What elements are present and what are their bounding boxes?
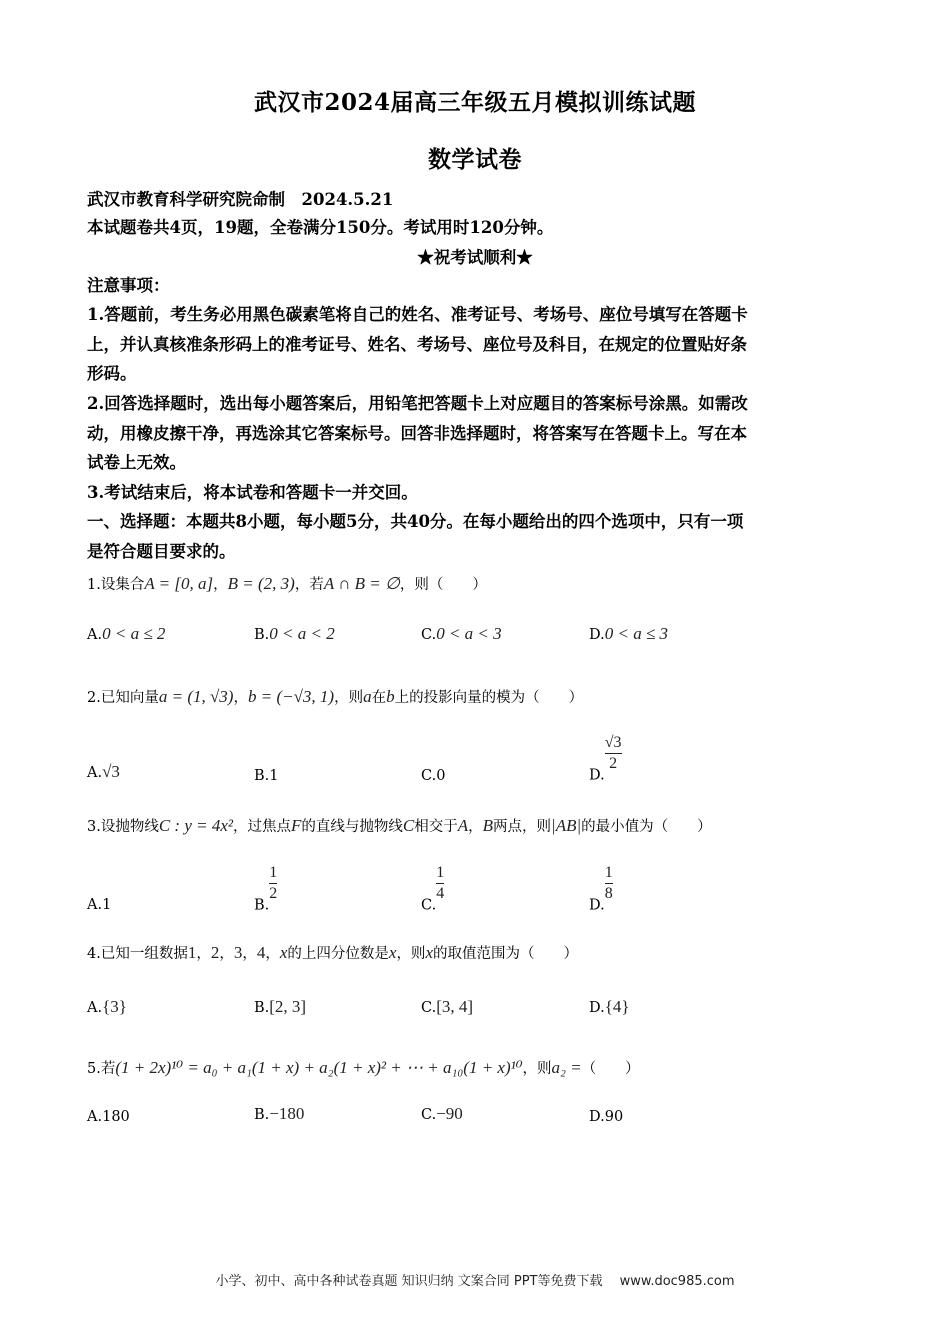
notes-heading: 注意事项： [87, 276, 170, 295]
question-5-option-a: A.180 [87, 1109, 130, 1125]
note-line: 形码。 [87, 364, 137, 383]
question-4-option-c: C.[3, 4] [421, 997, 474, 1016]
fraction: $\frac{1}{4}$ [436, 864, 445, 902]
blessing: ★祝考试顺利★ [417, 248, 533, 267]
question-5-stem: 5.若(1 + 2x)¹⁰ = a₀ + a₁(1 + x) + a₂(1 + x)² + ⋯ + a₁₀(1 + x)¹⁰，则a₂ =（ ） [87, 1058, 640, 1077]
question-3-option-a: A.1 [87, 897, 112, 913]
section-heading-cont: 是符合题目要求的。 [87, 542, 236, 561]
question-4-option-a: A.{3} [87, 997, 127, 1016]
question-5-option-b: B.−180 [254, 1104, 305, 1123]
question-1-option-d: D.0 < a ≤ 3 [589, 624, 669, 643]
fraction: $\frac{√3}{2}$ [604, 734, 622, 772]
section-heading: 一、选择题：本题共8小题，每小题5分，共40分。在每小题给出的四个选项中，只有一项 [87, 512, 744, 531]
question-2-option-a: A.√3 [87, 762, 120, 781]
question-4-stem: 4.已知一组数据1，2，3，4，x的上四分位数是x，则x的取值范围为（ ） [87, 943, 578, 962]
note-line: 上，并认真核准条形码上的准考证号、姓名、考场号、座位号及科目，在规定的位置贴好条 [87, 335, 747, 354]
question-3-option-d: D. $\frac{1}{8}$ [589, 864, 613, 914]
question-4-option-b: B.[2, 3] [254, 997, 307, 1016]
question-5-option-d: D.90 [589, 1109, 624, 1125]
note-line: 1.答题前，考生务必用黑色碳素笔将自己的姓名、准考证号、考场号、座位号填写在答题卡 [87, 305, 748, 324]
question-2-option-d: D. $\frac{√3}{2}$ [589, 734, 622, 784]
issuer-line: 武汉市教育科学研究院命制 2024.5.21 [87, 190, 394, 209]
note-line: 试卷上无效。 [87, 453, 186, 472]
note-line: 2.回答选择题时，选出每小题答案后，用铅笔把答题卡上对应题目的答案标号涂黑。如需改 [87, 394, 748, 413]
question-3-option-c: C. $\frac{1}{4}$ [421, 864, 445, 914]
exam-title: 武汉市2024届高三年级五月模拟训练试题 [253, 89, 696, 116]
question-3-option-b: B. $\frac{1}{2}$ [254, 864, 278, 914]
question-4-option-d: D.{4} [589, 997, 630, 1016]
question-1-stem: 1.设集合A = [0, a]，B = (2, 3)，若A ∩ B = ∅，则（ ） [87, 574, 487, 593]
note-line: 3.考试结束后，将本试卷和答题卡一并交回。 [87, 483, 418, 502]
page-footer: 小学、初中、高中各种试卷真题 知识归纳 文案合同 PPT等免费下载 www.doc985.com [215, 1274, 735, 1289]
question-2-option-b: B.1 [254, 768, 279, 784]
question-5-option-c: C.−90 [421, 1104, 463, 1123]
question-3-stem: 3.设抛物线C : y = 4x²，过焦点F的直线与抛物线C相交于A，B两点，则|AB|的最小值为（ ） [87, 816, 712, 835]
exam-subtitle: 数学试卷 [428, 146, 522, 173]
note-line: 动，用橡皮擦干净，再选涂其它答案标号。回答非选择题时，将答案写在答题卡上。写在本 [87, 424, 747, 443]
question-2-stem: 2.已知向量a = (1, √3)，b = (−√3, 1)，则a在b上的投影向量的模为（ ） [87, 687, 584, 706]
question-1-option-c: C.0 < a < 3 [421, 624, 502, 643]
fraction: $\frac{1}{8}$ [604, 864, 613, 902]
question-1-option-a: A.0 < a ≤ 2 [87, 624, 166, 643]
question-1-option-b: B.0 < a < 2 [254, 624, 335, 643]
exam-info: 本试题卷共4页，19题，全卷满分150分。考试用时120分钟。 [87, 218, 554, 237]
fraction: $\frac{1}{2}$ [269, 864, 278, 902]
question-2-option-c: C.0 [421, 768, 446, 784]
